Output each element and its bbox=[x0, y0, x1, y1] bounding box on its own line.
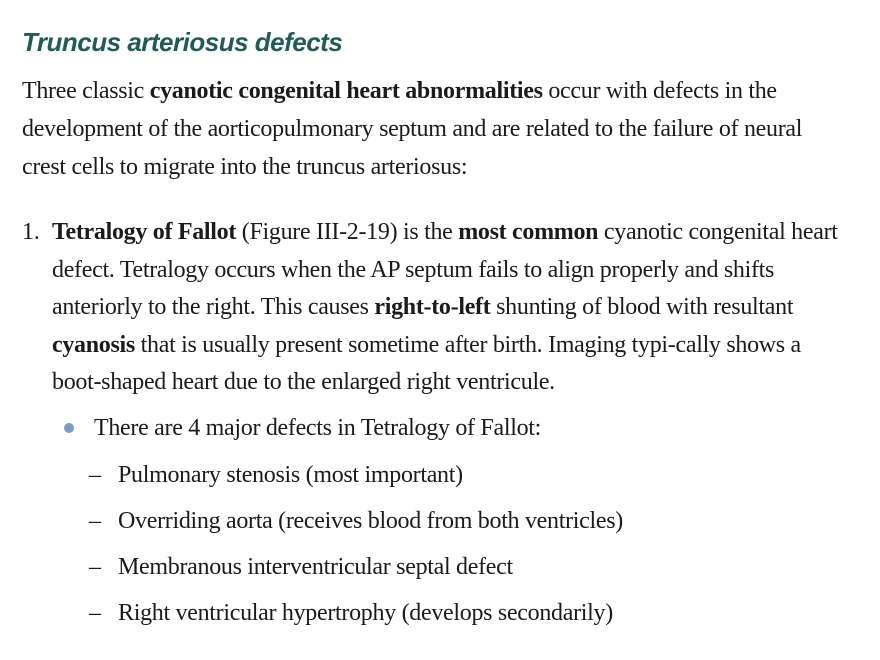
list-item bbox=[89, 498, 840, 544]
item-text-3: shunting of blood with resultant bbox=[490, 294, 794, 320]
term-tetralogy: Tetralogy of Fallot bbox=[52, 219, 237, 245]
term-right-to-left: right-to-left bbox=[374, 294, 491, 320]
term-cyanosis: cyanosis bbox=[52, 331, 135, 358]
defect-text: Right ventricular hypertrophy (develops secondarily) bbox=[118, 599, 613, 626]
list-item bbox=[89, 590, 840, 636]
numbered-item-1 bbox=[22, 214, 840, 402]
bullet-text: There are 4 major defects in Tetralogy of Fallot: bbox=[94, 414, 542, 441]
term-most-common: most common bbox=[458, 219, 599, 245]
intro-text-2: occur with defects in the development of the aorticopulmonary septum and are related to the failure of neural crest cells to migrate into the truncus arteriosus: bbox=[22, 78, 803, 180]
intro-text-1: Three classic bbox=[22, 78, 150, 104]
item-text-2: cyanotic congenital heart defect. Tetralogy occurs when the AP septum fails to align properly and shifts anteriorly to the right. This causes bbox=[52, 219, 838, 320]
section-heading: Truncus arteriosus defects bbox=[22, 27, 343, 57]
defect-text: Pulmonary stenosis (most important) bbox=[118, 461, 463, 488]
intro-paragraph bbox=[22, 72, 840, 186]
defect-text: Membranous interventricular septal defect bbox=[118, 553, 513, 580]
dash-marker: – bbox=[89, 553, 101, 580]
bullet-dot-icon bbox=[64, 423, 74, 433]
list-item bbox=[89, 452, 840, 498]
dash-marker: – bbox=[89, 507, 101, 534]
defect-text: Overriding aorta (receives blood from both ventricles) bbox=[118, 507, 623, 534]
bullet-item bbox=[64, 408, 840, 448]
item-text-1: (Figure III-2-19) is the bbox=[236, 219, 459, 245]
defects-list bbox=[89, 452, 840, 636]
dash-marker: – bbox=[89, 599, 101, 626]
item-text-4: that is usually present sometime after birth. Imaging typi-cally shows a boot-shaped heart due to the enlarged right ventricule. bbox=[52, 331, 801, 395]
dash-marker: – bbox=[89, 461, 101, 488]
intro-bold-1: cyanotic congenital heart abnormalities bbox=[149, 78, 543, 104]
item-body bbox=[52, 214, 840, 402]
list-item bbox=[89, 544, 840, 590]
item-number: 1. bbox=[22, 219, 40, 245]
